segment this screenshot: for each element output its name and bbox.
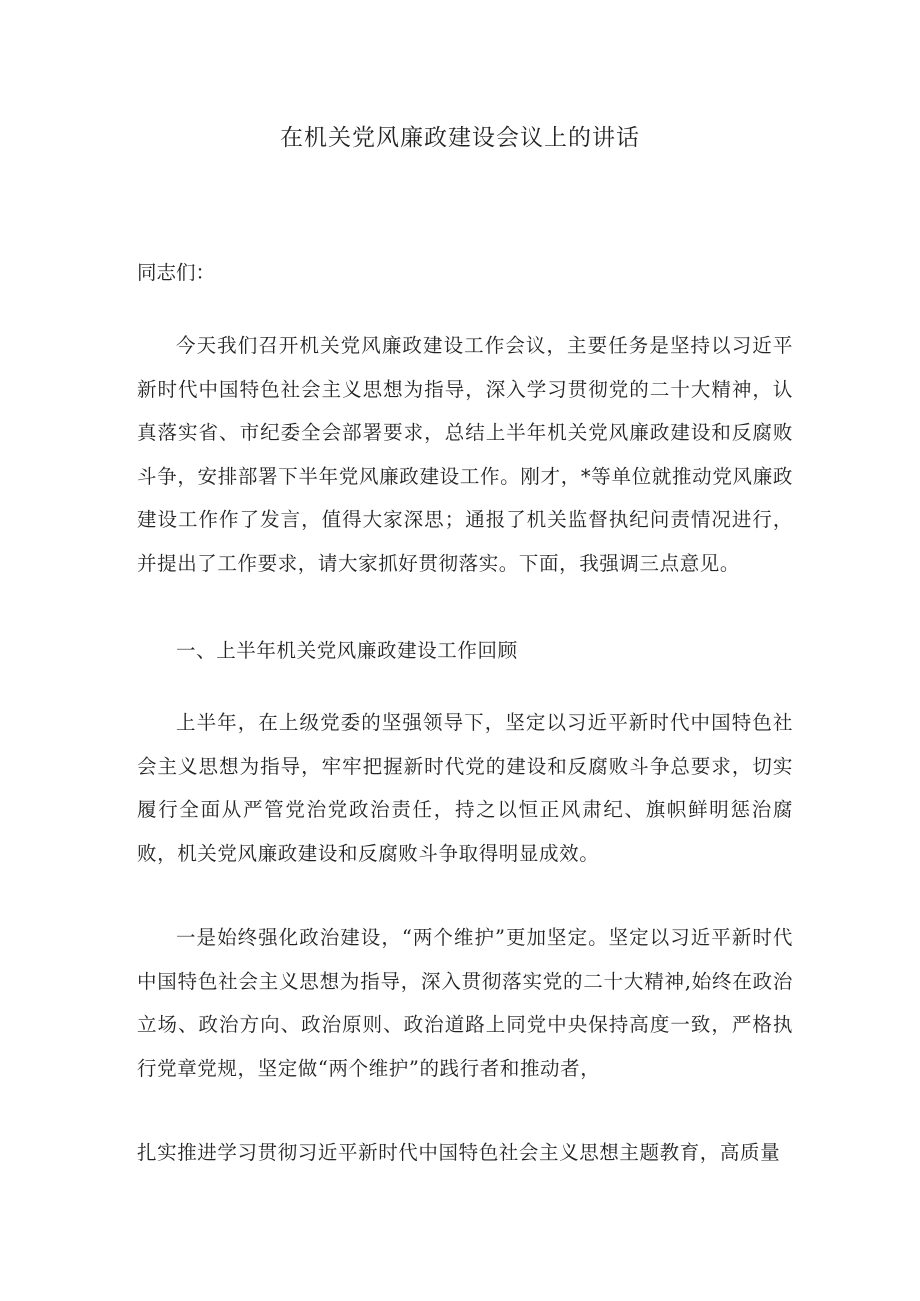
salutation: 同志们： bbox=[137, 261, 216, 284]
paragraph-political-building: 一是始终强化政治建设，“两个维护”更加坚定。坚定以习近平新时代中国特色社会主义思想为指导，深入贯彻落实党的二十大精神,始终在政治立场、政治方向、政治原则、政治道路上同党中央保持高度一致，严格执行党章党规，坚定做“两个维护”的践行者和推动者， bbox=[137, 926, 793, 1080]
paragraph-opening: 今天我们召开机关党风廉政建设工作会议，主要任务是坚持以习近平新时代中国特色社会主义思想为指导，深入学习贯彻党的二十大精神，认真落实省、市纪委全会部署要求，总结上半年机关党风廉政建设和反腐败斗争，安排部署下半年党风廉政建设工作。刚才，*等单位就推动党风廉政建设工作作了发言，值得大家深思；通报了机关监督执纪问责情况进行，并提出了工作要求，请大家抓好贯彻落实。下面，我强调三点意见。 bbox=[137, 334, 793, 575]
paragraph-review: 上半年，在上级党委的坚强领导下，坚定以习近平新时代中国特色社会主义思想为指导，牢牢把握新时代党的建设和反腐败斗争总要求，切实履行全面从严管党治党政治责任，持之以恒正风肃纪、旗帜鲜明惩治腐败，机关党风廉政建设和反腐败斗争取得明显成效。 bbox=[137, 711, 793, 865]
paragraph-continuation: 扎实推进学习贯彻习近平新时代中国特色社会主义思想主题教育，高质量 bbox=[137, 1141, 781, 1164]
section-heading: 一、上半年机关党风廉政建设工作回顾 bbox=[176, 639, 518, 662]
page-title: 在机关党风廉政建设会议上的讲话 bbox=[280, 125, 640, 151]
